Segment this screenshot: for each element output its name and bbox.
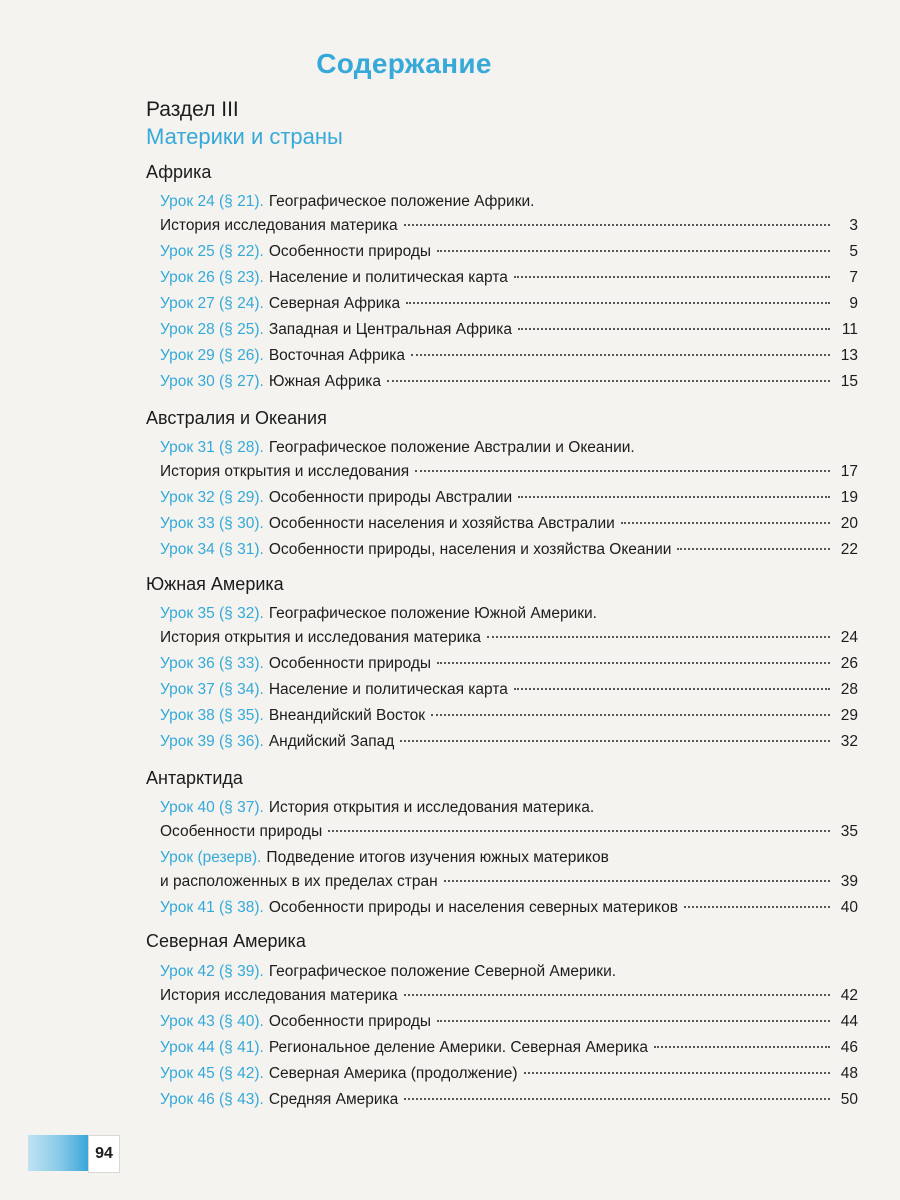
- footer-color-band: [28, 1135, 88, 1171]
- lesson-title-continued: и расположенных в их пределах стран: [160, 873, 438, 890]
- dot-leader: [404, 224, 830, 226]
- lesson-number: Урок 30 (§ 27).: [160, 373, 264, 390]
- toc-entry[interactable]: [160, 190, 858, 238]
- continent-heading: Антарктида: [146, 768, 243, 788]
- toc-entry[interactable]: [160, 344, 858, 368]
- lesson-number: Урок 42 (§ 39).: [160, 963, 264, 980]
- page-number: 44: [840, 1013, 858, 1030]
- lesson-title: Южная Африка: [268, 373, 382, 390]
- lesson-title: Западная и Центральная Африка: [268, 321, 512, 338]
- lesson-title: Средняя Америка: [268, 1091, 399, 1108]
- lesson-number: Урок 29 (§ 26).: [160, 347, 264, 364]
- lesson-title-continued: Особенности природы: [160, 823, 323, 840]
- toc-entry[interactable]: [160, 318, 858, 342]
- lesson-title: Андийский Запад: [268, 733, 395, 750]
- lesson-number: Урок 27 (§ 24).: [160, 295, 264, 312]
- toc-entry[interactable]: [160, 1088, 858, 1112]
- dot-leader: [404, 994, 830, 996]
- toc-entry[interactable]: [160, 846, 858, 894]
- lesson-title: Население и политическая карта: [268, 681, 508, 698]
- dot-leader: [654, 1046, 830, 1048]
- page-number: 50: [840, 1091, 858, 1108]
- dot-leader: [514, 688, 830, 690]
- lesson-number: Урок 45 (§ 42).: [160, 1065, 264, 1082]
- page-number: 28: [840, 681, 858, 698]
- toc-entry[interactable]: [160, 292, 858, 316]
- lesson-title: Географическое положение Северной Америки.: [268, 963, 617, 980]
- page-title: Содержание: [316, 48, 492, 79]
- lesson-title-continued: История открытия и исследования: [160, 463, 410, 480]
- dot-leader: [524, 1072, 830, 1074]
- lesson-number: Урок 38 (§ 35).: [160, 707, 264, 724]
- toc-entry[interactable]: [160, 730, 858, 754]
- page-number: 40: [840, 899, 858, 916]
- page-number: 46: [840, 1039, 858, 1056]
- page-number: 48: [840, 1065, 858, 1082]
- page-number: 42: [840, 987, 858, 1004]
- dot-leader: [444, 880, 830, 882]
- lesson-number: Урок 26 (§ 23).: [160, 269, 264, 286]
- lesson-number: Урок 33 (§ 30).: [160, 515, 264, 532]
- dot-leader: [387, 380, 830, 382]
- lesson-title: Особенности природы и населения северных материков: [268, 899, 678, 916]
- dot-leader: [518, 328, 830, 330]
- page-number: 22: [840, 541, 858, 558]
- lesson-title: Региональное деление Америки. Северная Америка: [268, 1039, 648, 1056]
- toc-entry[interactable]: [160, 896, 858, 920]
- lesson-title: История открытия и исследования материка.: [268, 799, 595, 816]
- continent-heading: Северная Америка: [146, 931, 306, 951]
- lesson-title: Подведение итогов изучения южных материков: [266, 849, 609, 866]
- toc-entry[interactable]: [160, 652, 858, 676]
- section-label: Раздел III: [146, 98, 239, 121]
- page-number: 20: [840, 515, 858, 532]
- toc-entry[interactable]: [160, 512, 858, 536]
- lesson-number: Урок 39 (§ 36).: [160, 733, 264, 750]
- dot-leader: [437, 662, 830, 664]
- section-subtitle: Материки и страны: [146, 124, 343, 149]
- dot-leader: [518, 496, 830, 498]
- dot-leader: [621, 522, 830, 524]
- toc-entry[interactable]: [160, 1010, 858, 1034]
- lesson-number: Урок 46 (§ 43).: [160, 1091, 264, 1108]
- page-number: 11: [841, 321, 858, 338]
- lesson-title: Географическое положение Африки.: [268, 193, 535, 210]
- lesson-title: Восточная Африка: [268, 347, 405, 364]
- toc-entry[interactable]: [160, 240, 858, 264]
- lesson-title: Особенности населения и хозяйства Австралии: [268, 515, 615, 532]
- continent-heading: Южная Америка: [146, 574, 284, 594]
- dot-leader: [437, 250, 830, 252]
- lesson-title-continued: История исследования материка: [160, 217, 398, 234]
- lesson-title: Особенности природы, населения и хозяйства Океании: [268, 541, 672, 558]
- toc-entry[interactable]: [160, 436, 858, 484]
- lesson-number: Урок 41 (§ 38).: [160, 899, 264, 916]
- toc-entry[interactable]: [160, 678, 858, 702]
- lesson-title: Население и политическая карта: [268, 269, 508, 286]
- page-number: 39: [840, 873, 858, 890]
- lesson-title: Северная Америка (продолжение): [268, 1065, 518, 1082]
- continent-heading: Африка: [146, 162, 212, 182]
- continent-heading: Австралия и Океания: [146, 408, 327, 428]
- dot-leader: [514, 276, 830, 278]
- dot-leader: [684, 906, 830, 908]
- dot-leader: [411, 354, 830, 356]
- dot-leader: [431, 714, 830, 716]
- lesson-title: Особенности природы: [268, 1013, 432, 1030]
- lesson-number: Урок 40 (§ 37).: [160, 799, 264, 816]
- toc-entry[interactable]: [160, 486, 858, 510]
- toc-entry[interactable]: [160, 704, 858, 728]
- lesson-title-continued: История исследования материка: [160, 987, 398, 1004]
- lesson-number: Урок (резерв).: [160, 849, 262, 866]
- dot-leader: [415, 470, 830, 472]
- page-number: 13: [840, 347, 858, 364]
- toc-entry[interactable]: [160, 1062, 858, 1086]
- lesson-number: Урок 35 (§ 32).: [160, 605, 264, 622]
- toc-entry[interactable]: [160, 960, 858, 1008]
- dot-leader: [400, 740, 830, 742]
- page-number: 15: [840, 373, 858, 390]
- page-number: 9: [849, 295, 858, 312]
- lesson-title-continued: История открытия и исследования материка: [160, 629, 482, 646]
- lesson-number: Урок 43 (§ 40).: [160, 1013, 264, 1030]
- dot-leader: [406, 302, 830, 304]
- lesson-title: Географическое положение Австралии и Океании.: [268, 439, 635, 456]
- lesson-number: Урок 37 (§ 34).: [160, 681, 264, 698]
- dot-leader: [487, 636, 830, 638]
- dot-leader: [437, 1020, 830, 1022]
- page-number: 29: [840, 707, 858, 724]
- page-number: 26: [840, 655, 858, 672]
- lesson-title: Северная Африка: [268, 295, 401, 312]
- lesson-number: Урок 36 (§ 33).: [160, 655, 264, 672]
- lesson-number: Урок 32 (§ 29).: [160, 489, 264, 506]
- lesson-title: Особенности природы: [268, 655, 432, 672]
- page-number: 24: [840, 629, 858, 646]
- toc-entry[interactable]: [160, 538, 858, 562]
- lesson-title: Особенности природы: [268, 243, 432, 260]
- lesson-number: Урок 31 (§ 28).: [160, 439, 264, 456]
- toc-entry[interactable]: [160, 796, 858, 844]
- lesson-title: Внеандийский Восток: [268, 707, 426, 724]
- toc-entry[interactable]: [160, 370, 858, 394]
- page-number: 17: [840, 463, 858, 480]
- dot-leader: [677, 548, 830, 550]
- page-number: 3: [849, 217, 858, 234]
- dot-leader: [328, 830, 830, 832]
- lesson-title: Особенности природы Австралии: [268, 489, 513, 506]
- dot-leader: [404, 1098, 830, 1100]
- lesson-number: Урок 24 (§ 21).: [160, 193, 264, 210]
- lesson-number: Урок 44 (§ 41).: [160, 1039, 264, 1056]
- lesson-number: Урок 25 (§ 22).: [160, 243, 264, 260]
- toc-entry[interactable]: [160, 266, 858, 290]
- page-number: 32: [840, 733, 858, 750]
- page-number: 19: [840, 489, 858, 506]
- lesson-number: Урок 28 (§ 25).: [160, 321, 264, 338]
- lesson-number: Урок 34 (§ 31).: [160, 541, 264, 558]
- lesson-title: Географическое положение Южной Америки.: [268, 605, 597, 622]
- toc-entry[interactable]: [160, 602, 858, 650]
- page-number: 35: [840, 823, 858, 840]
- page-number: 7: [849, 269, 858, 286]
- page-number: 5: [849, 243, 858, 260]
- footer-page-number: 94: [88, 1135, 120, 1173]
- toc-entry[interactable]: [160, 1036, 858, 1060]
